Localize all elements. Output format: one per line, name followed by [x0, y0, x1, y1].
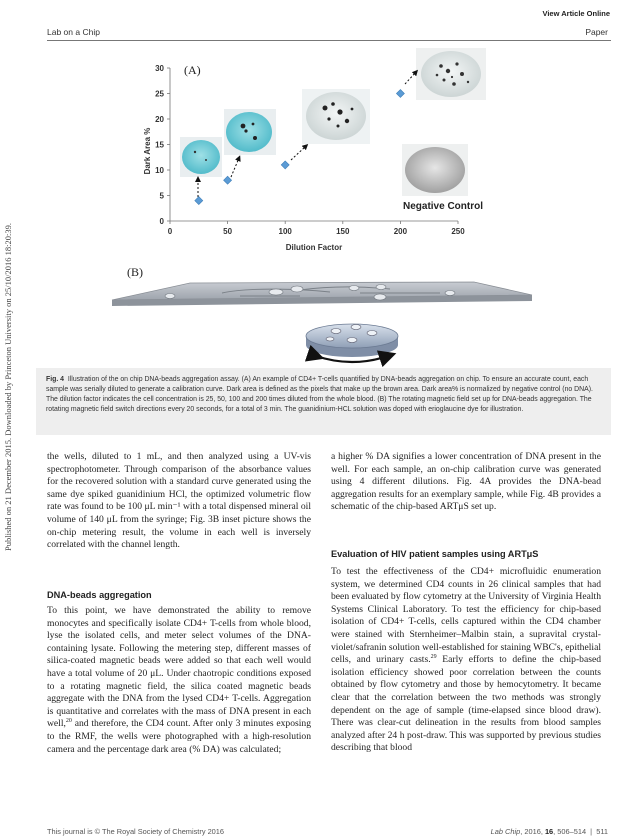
- x-tick-label: 0: [167, 227, 173, 236]
- y-axis-label: Dark Area %: [143, 127, 152, 175]
- caption-text: Illustration of the on chip DNA-beads aggregation assay. (A) An example of CD4+ T-cells quantified by DNA-beads aggregation on chip. To ensure an accurate count, each sample was serially diluted to generate a calibration curve. Dark area is defined as the pixels that make up the brown area. Dark area% is normalized by negative control (no DNA). The dilution factor indicates the cell concentration is 25, 50, 100 and 200 times diluted from the whole blood. (B) The rotating magnetic field set up for DNA-beads aggregation. The rotating magnetic field switch directions every 20 seconds, for a total of 3 min. The guanidinium-HCL solution was doped with erioglaucine dye for illustration.: [46, 376, 593, 414]
- y-tick-label: 10: [155, 166, 164, 175]
- x-tick-label: 150: [336, 227, 350, 236]
- connector-100x: [291, 146, 306, 160]
- section-heading-hiv-evaluation: Evaluation of HIV patient samples using ARTμS: [331, 549, 539, 559]
- x-tick-label: 100: [278, 227, 292, 236]
- body-paragraph-left-2: To this point, we have demonstrated the ability to remove monocytes and specifically isolate CD4+ T-cells from whole blood, lyse the isolated cells, and meter select volumes of the DNA-containing lysate. Following the metering step, different masses of silica-coated magnetic beads were added so that each well would have a total volume of 20 μL. Under chaotropic conditions exposed to a rotating magnetic field, the silica coated magnetic beads aggregate with the DNA from the lysed CD4+ T-cells. Aggregation is quantitative and correlates with the mass of DNA present in each well,$^{20}$ and therefore, the CD4 count. After only 3 minutes exposing to the RMF, the wells were photographed with a high-resolution camera and the percentage dark area (% DA) was calculated;: [47, 605, 311, 755]
- x-tick-label: 200: [393, 227, 408, 236]
- x-tick-label: 50: [223, 227, 233, 236]
- negative-control-photo: [402, 144, 468, 196]
- footer-citation: Lab Chip, 2016, 16, 506–514 | 511: [490, 827, 608, 836]
- running-head-section: Paper: [585, 27, 608, 37]
- x-axis-label: Dilution Factor: [285, 243, 343, 252]
- y-tick-label: 0: [159, 217, 164, 226]
- figure-4: [0, 0, 638, 370]
- connector-200x: [405, 72, 416, 84]
- section-heading-dna-beads: DNA-beads aggregation: [47, 590, 152, 600]
- data-point-diamond: [396, 90, 404, 98]
- well-photo-50x: [224, 109, 276, 155]
- page-number: 511: [596, 827, 608, 836]
- panel-a-label: (A): [184, 63, 201, 77]
- well-photo-200x: [416, 48, 486, 100]
- figure-caption: [36, 368, 611, 435]
- y-tick-label: 5: [159, 191, 164, 201]
- y-tick-label: 20: [155, 115, 164, 124]
- data-point-diamond: [224, 176, 232, 184]
- body-paragraph-right-2: To test the effectiveness of the CD4+ microfluidic enumeration system, we determined CD4 counts in 26 clinical samples that had been evaluated by flow cytometry at the University of Virginia Health Systems Clinical Laboratory. To test the efficiency for chip-based isolation of CD4+ T-cells, cells captured within the CD4 chamber were stained with Sternheimer–Malbin stain, a supravital crystal-violet/safranin solution well-established for staining WBC's, epithelial cells, and urinary casts.$^{29}$ Early efforts to define the chip-based isolation efficiency showed poor correlation between the counts obtained by flow cytometry and those by hemocytometry. It became clear that the correlation between the two methods was strongly dependent on the age of sample (time-elapsed since blood draw). There was clear-cut delineation in the results from blood samples analyzed after 24 h post-draw. This was supported by previous studies describing that blood: [331, 566, 601, 754]
- rotating-magnet-disk: [306, 324, 398, 357]
- publication-side-note: Published on 21 December 2015. Downloaded by Princeton University on 25/10/2016 18:20:39.: [3, 223, 13, 551]
- negative-control-label: Negative Control: [403, 201, 484, 212]
- microfluidic-chip-illustration: [112, 282, 532, 306]
- panel-b-label: (B): [127, 265, 143, 279]
- footer-copyright: This journal is © The Royal Society of Chemistry 2016: [47, 827, 225, 836]
- well-photo-25x: [180, 137, 222, 177]
- y-tick-label: 30: [155, 64, 164, 73]
- y-tick-label: 15: [155, 140, 164, 150]
- y-tick-label: 25: [155, 89, 164, 99]
- citation-ref[interactable]: 20: [65, 718, 72, 725]
- view-article-online-link[interactable]: View Article Online: [542, 9, 610, 18]
- caption-label: Fig. 4: [46, 376, 64, 383]
- data-point-diamond: [195, 197, 203, 205]
- body-paragraph-right-1: a higher % DA signifies a lower concentration of DNA present in the well. For each sample, an on-chip calibration curve was generated using 4 different dilutions. Fig. 4A provides the DNA-bead aggregation results for an exemplary sample, while Fig. 4B provides a schematic of the chip-based ARTμS set up.: [331, 451, 601, 513]
- well-photo-100x: [302, 89, 370, 144]
- connector-50x: [231, 158, 239, 177]
- body-paragraph-left-1: the wells, diluted to 1 mL, and then analyzed using a UV-vis spectrophotometer. Through comparison of the absorbance values for the recovered solution with a standard curve generated using the same dye spiked guanidinium HCl, the optimized volumetric flow rate was found to be 100 μL min⁻¹ with a total dispensed mineral oil volume of 140 μL from the syringe; Fig. 3B inset picture shows the on-chip metering result, the volume in each well is inversely correlated with the channel length.: [47, 451, 311, 551]
- citation-ref[interactable]: 29: [430, 653, 437, 660]
- x-tick-label: 250: [451, 227, 465, 236]
- running-head-journal: Lab on a Chip: [47, 27, 100, 37]
- data-point-diamond: [281, 161, 289, 169]
